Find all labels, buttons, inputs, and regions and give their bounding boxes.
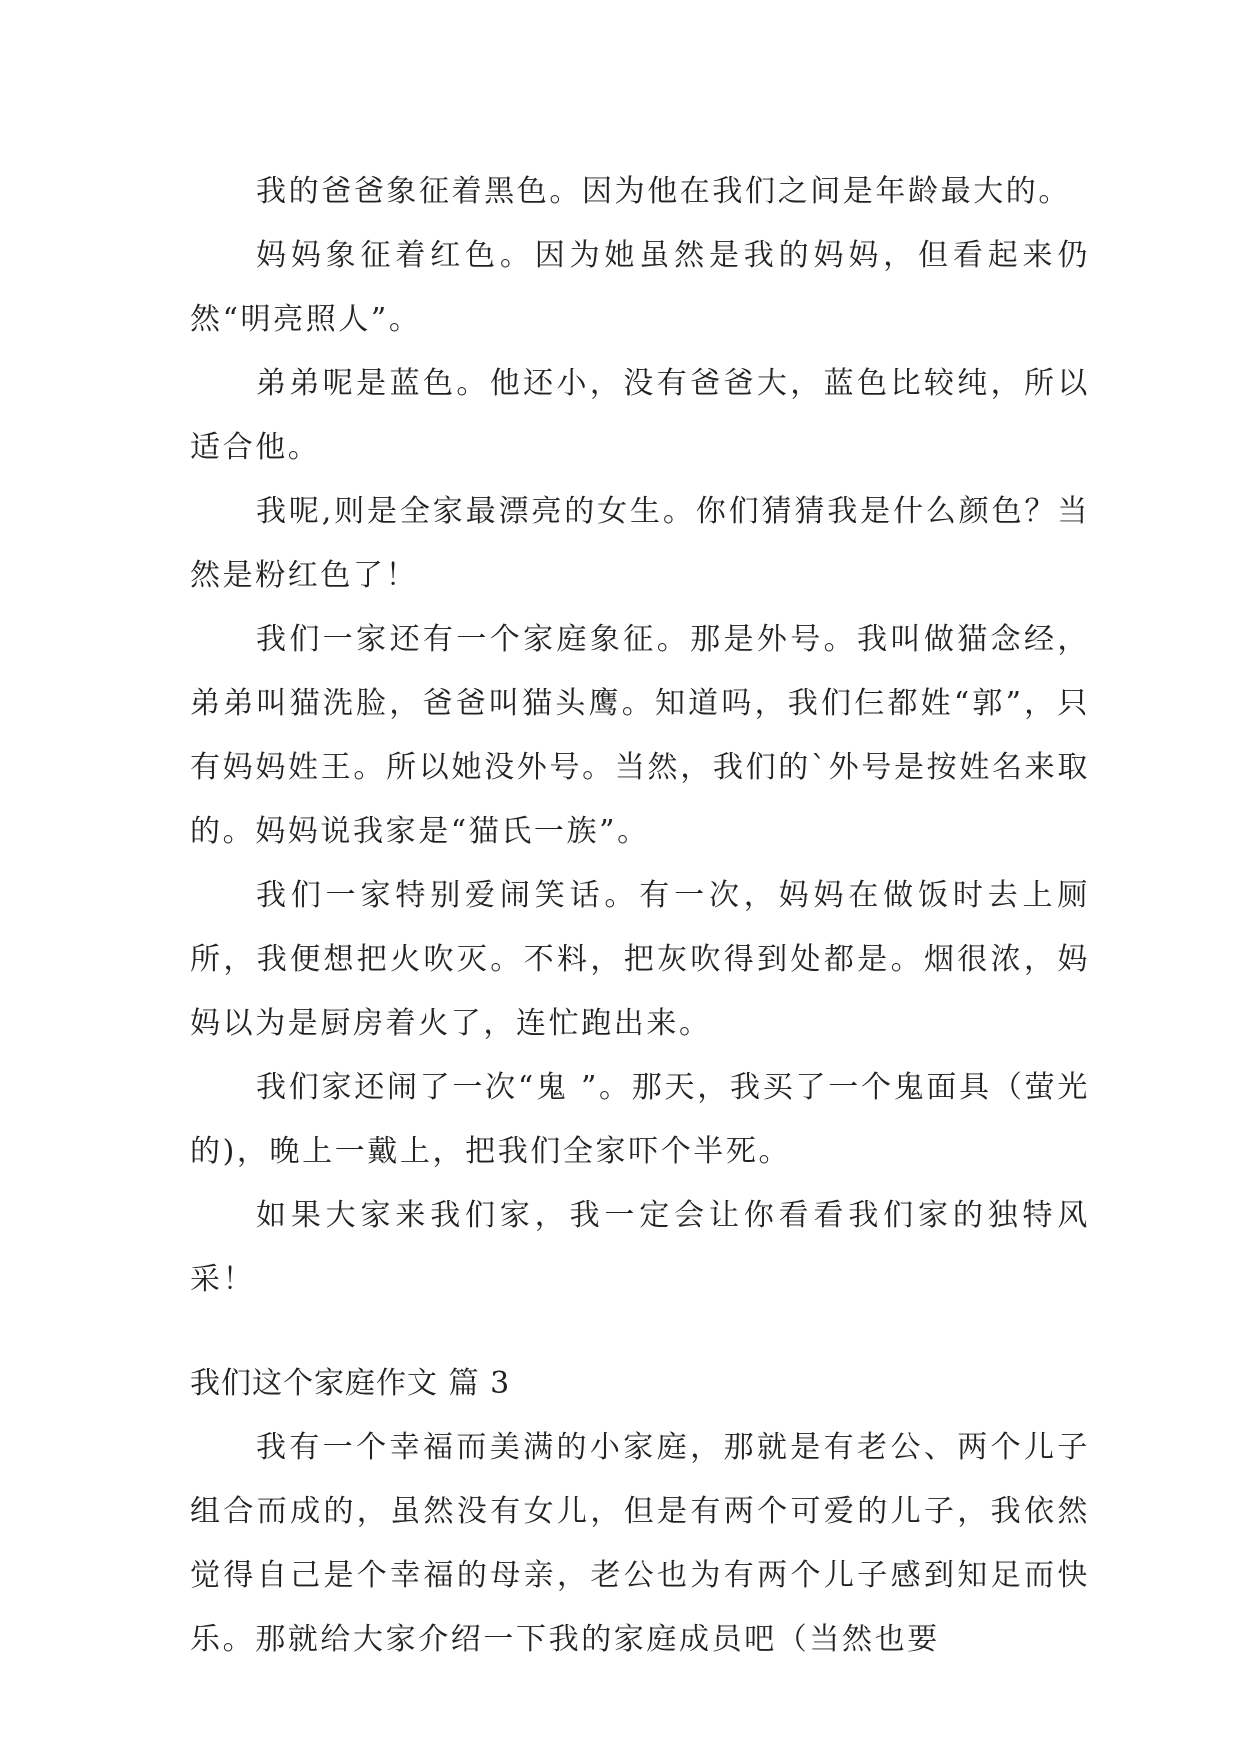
paragraph-ghost: 我们家还闹了一次“鬼 ”。那天，我买了一个鬼面具（萤光的)，晚上一戴上，把我们全家吓个半死。 xyxy=(190,1070,1090,1169)
document-body xyxy=(190,160,1090,1672)
paragraph-brother-blue: 弟弟呢是蓝色。他还小，没有爸爸大，蓝色比较纯，所以适合他。 xyxy=(190,366,1090,465)
paragraph-dad-black: 我的爸爸象征着黑色。因为他在我们之间是年龄最大的。 xyxy=(256,174,1071,209)
section-heading: 我们这个家庭作文 篇 3 xyxy=(190,1366,511,1401)
paragraph-mom-red: 妈妈象征着红色。因为她虽然是我的妈妈，但看起来仍然“明亮照人”。 xyxy=(190,238,1090,337)
paragraph-jokes: 我们一家特别爱闹笑话。有一次，妈妈在做饭时去上厕所，我便想把火吹灭。不料，把灰吹得到处都是。烟很浓，妈妈以为是厨房着火了，连忙跑出来。 xyxy=(190,878,1090,1041)
paragraph-nicknames: 我们一家还有一个家庭象征。那是外号。我叫做猫念经，弟弟叫猫洗脸，爸爸叫猫头鹰。知道吗，我们仨都姓“郭”，只有妈妈姓王。所以她没外号。当然，我们的`外号是按姓名来取的。妈妈说我家是“猫氏一族”。 xyxy=(190,622,1090,849)
paragraph-invitation: 如果大家来我们家，我一定会让你看看我们家的独特风采！ xyxy=(190,1198,1090,1297)
paragraph-happy-family: 我有一个幸福而美满的小家庭，那就是有老公、两个儿子组合而成的，虽然没有女儿，但是有两个可爱的儿子，我依然觉得自己是个幸福的母亲，老公也为有两个儿子感到知足而快乐。那就给大家介绍一下我的家庭成员吧（当然也要 xyxy=(190,1430,1090,1657)
paragraph-me-pink: 我呢,则是全家最漂亮的女生。你们猜猜我是什么颜色？当然是粉红色了！ xyxy=(190,494,1090,593)
